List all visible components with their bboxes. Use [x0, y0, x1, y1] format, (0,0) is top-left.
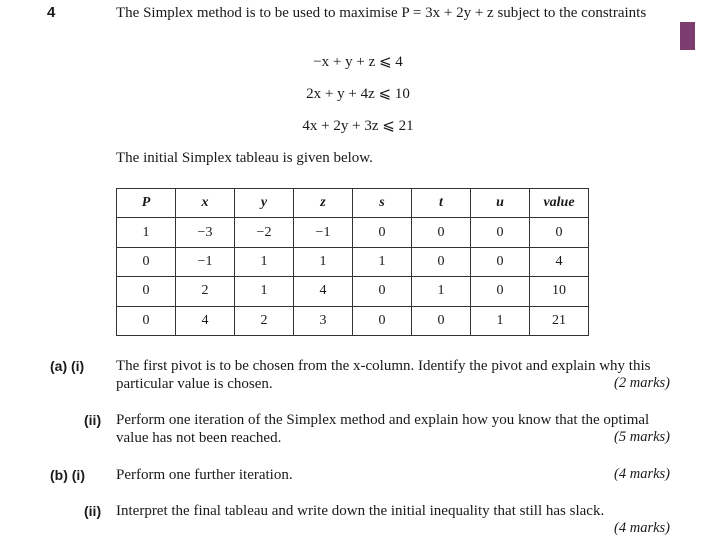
part-a-i-marks: (2 marks) [614, 375, 670, 391]
table-cell: 1 [235, 247, 294, 276]
header-cell: u [471, 189, 530, 218]
part-b-ii-text: Interpret the final tableau and write down the initial inequality that still has slack. [116, 503, 605, 519]
tableau-header-row [117, 189, 589, 218]
table-cell: 0 [117, 247, 176, 276]
header-cell: z [294, 189, 353, 218]
part-b-i-marks: (4 marks) [614, 466, 670, 482]
table-cell: 10 [530, 277, 589, 306]
constraint-3: 4x + 2y + 3z ⩽ 21 [302, 118, 414, 134]
question-number: 4 [47, 4, 56, 21]
table-row [117, 218, 589, 247]
table-cell: −1 [294, 218, 353, 247]
part-b-i-text: Perform one further iteration. [116, 467, 293, 483]
table-cell: 1 [235, 277, 294, 306]
part-a-i-text: The first pivot is to be chosen from the x-column. Identify the pivot and explain why this particular value is chosen. [116, 358, 651, 392]
simplex-tableau [116, 188, 589, 336]
table-cell: 0 [117, 277, 176, 306]
table-cell: 21 [530, 306, 589, 335]
table-row [117, 306, 589, 335]
table-cell: −2 [235, 218, 294, 247]
table-cell: 1 [412, 277, 471, 306]
table-cell: 0 [471, 247, 530, 276]
constraint-1: −x + y + z ⩽ 4 [313, 54, 403, 70]
header-cell: y [235, 189, 294, 218]
table-cell: 4 [176, 306, 235, 335]
part-b-ii-label: (ii) [84, 503, 102, 519]
header-cell: t [412, 189, 471, 218]
accent-bar [680, 22, 695, 50]
table-cell: 0 [412, 247, 471, 276]
table-cell: 0 [471, 277, 530, 306]
table-cell: 1 [117, 218, 176, 247]
header-cell: value [530, 189, 589, 218]
header-cell: s [353, 189, 412, 218]
table-cell: 0 [353, 218, 412, 247]
table-cell: 0 [353, 306, 412, 335]
table-cell: 0 [353, 277, 412, 306]
part-a-ii-label: (ii) [84, 412, 102, 428]
header-cell: P [117, 189, 176, 218]
table-cell: 0 [117, 306, 176, 335]
tableau-intro: The initial Simplex tableau is given below. [116, 150, 373, 166]
header-cell: x [176, 189, 235, 218]
table-cell: 1 [294, 247, 353, 276]
table-cell: −1 [176, 247, 235, 276]
table-row [117, 247, 589, 276]
table-cell: 0 [412, 306, 471, 335]
table-cell: 0 [530, 218, 589, 247]
table-cell: 3 [294, 306, 353, 335]
table-cell: 2 [176, 277, 235, 306]
part-b-ii-marks: (4 marks) [614, 520, 670, 536]
table-cell: 1 [353, 247, 412, 276]
table-cell: 4 [294, 277, 353, 306]
constraint-2: 2x + y + 4z ⩽ 10 [306, 86, 410, 102]
table-cell: 0 [412, 218, 471, 247]
part-a-i-label: (a) (i) [50, 358, 85, 374]
table-cell: 1 [471, 306, 530, 335]
table-cell: −3 [176, 218, 235, 247]
table-cell: 0 [471, 218, 530, 247]
question-intro: The Simplex method is to be used to maximise P = 3x + 2y + z subject to the constraints [116, 5, 647, 21]
part-b-i-label: (b) (i) [50, 467, 85, 483]
table-cell: 2 [235, 306, 294, 335]
part-a-ii-text: Perform one iteration of the Simplex method and explain how you know that the optimal value has not been reached. [116, 412, 650, 446]
table-row [117, 277, 589, 306]
part-a-ii-marks: (5 marks) [614, 429, 670, 445]
table-cell: 4 [530, 247, 589, 276]
